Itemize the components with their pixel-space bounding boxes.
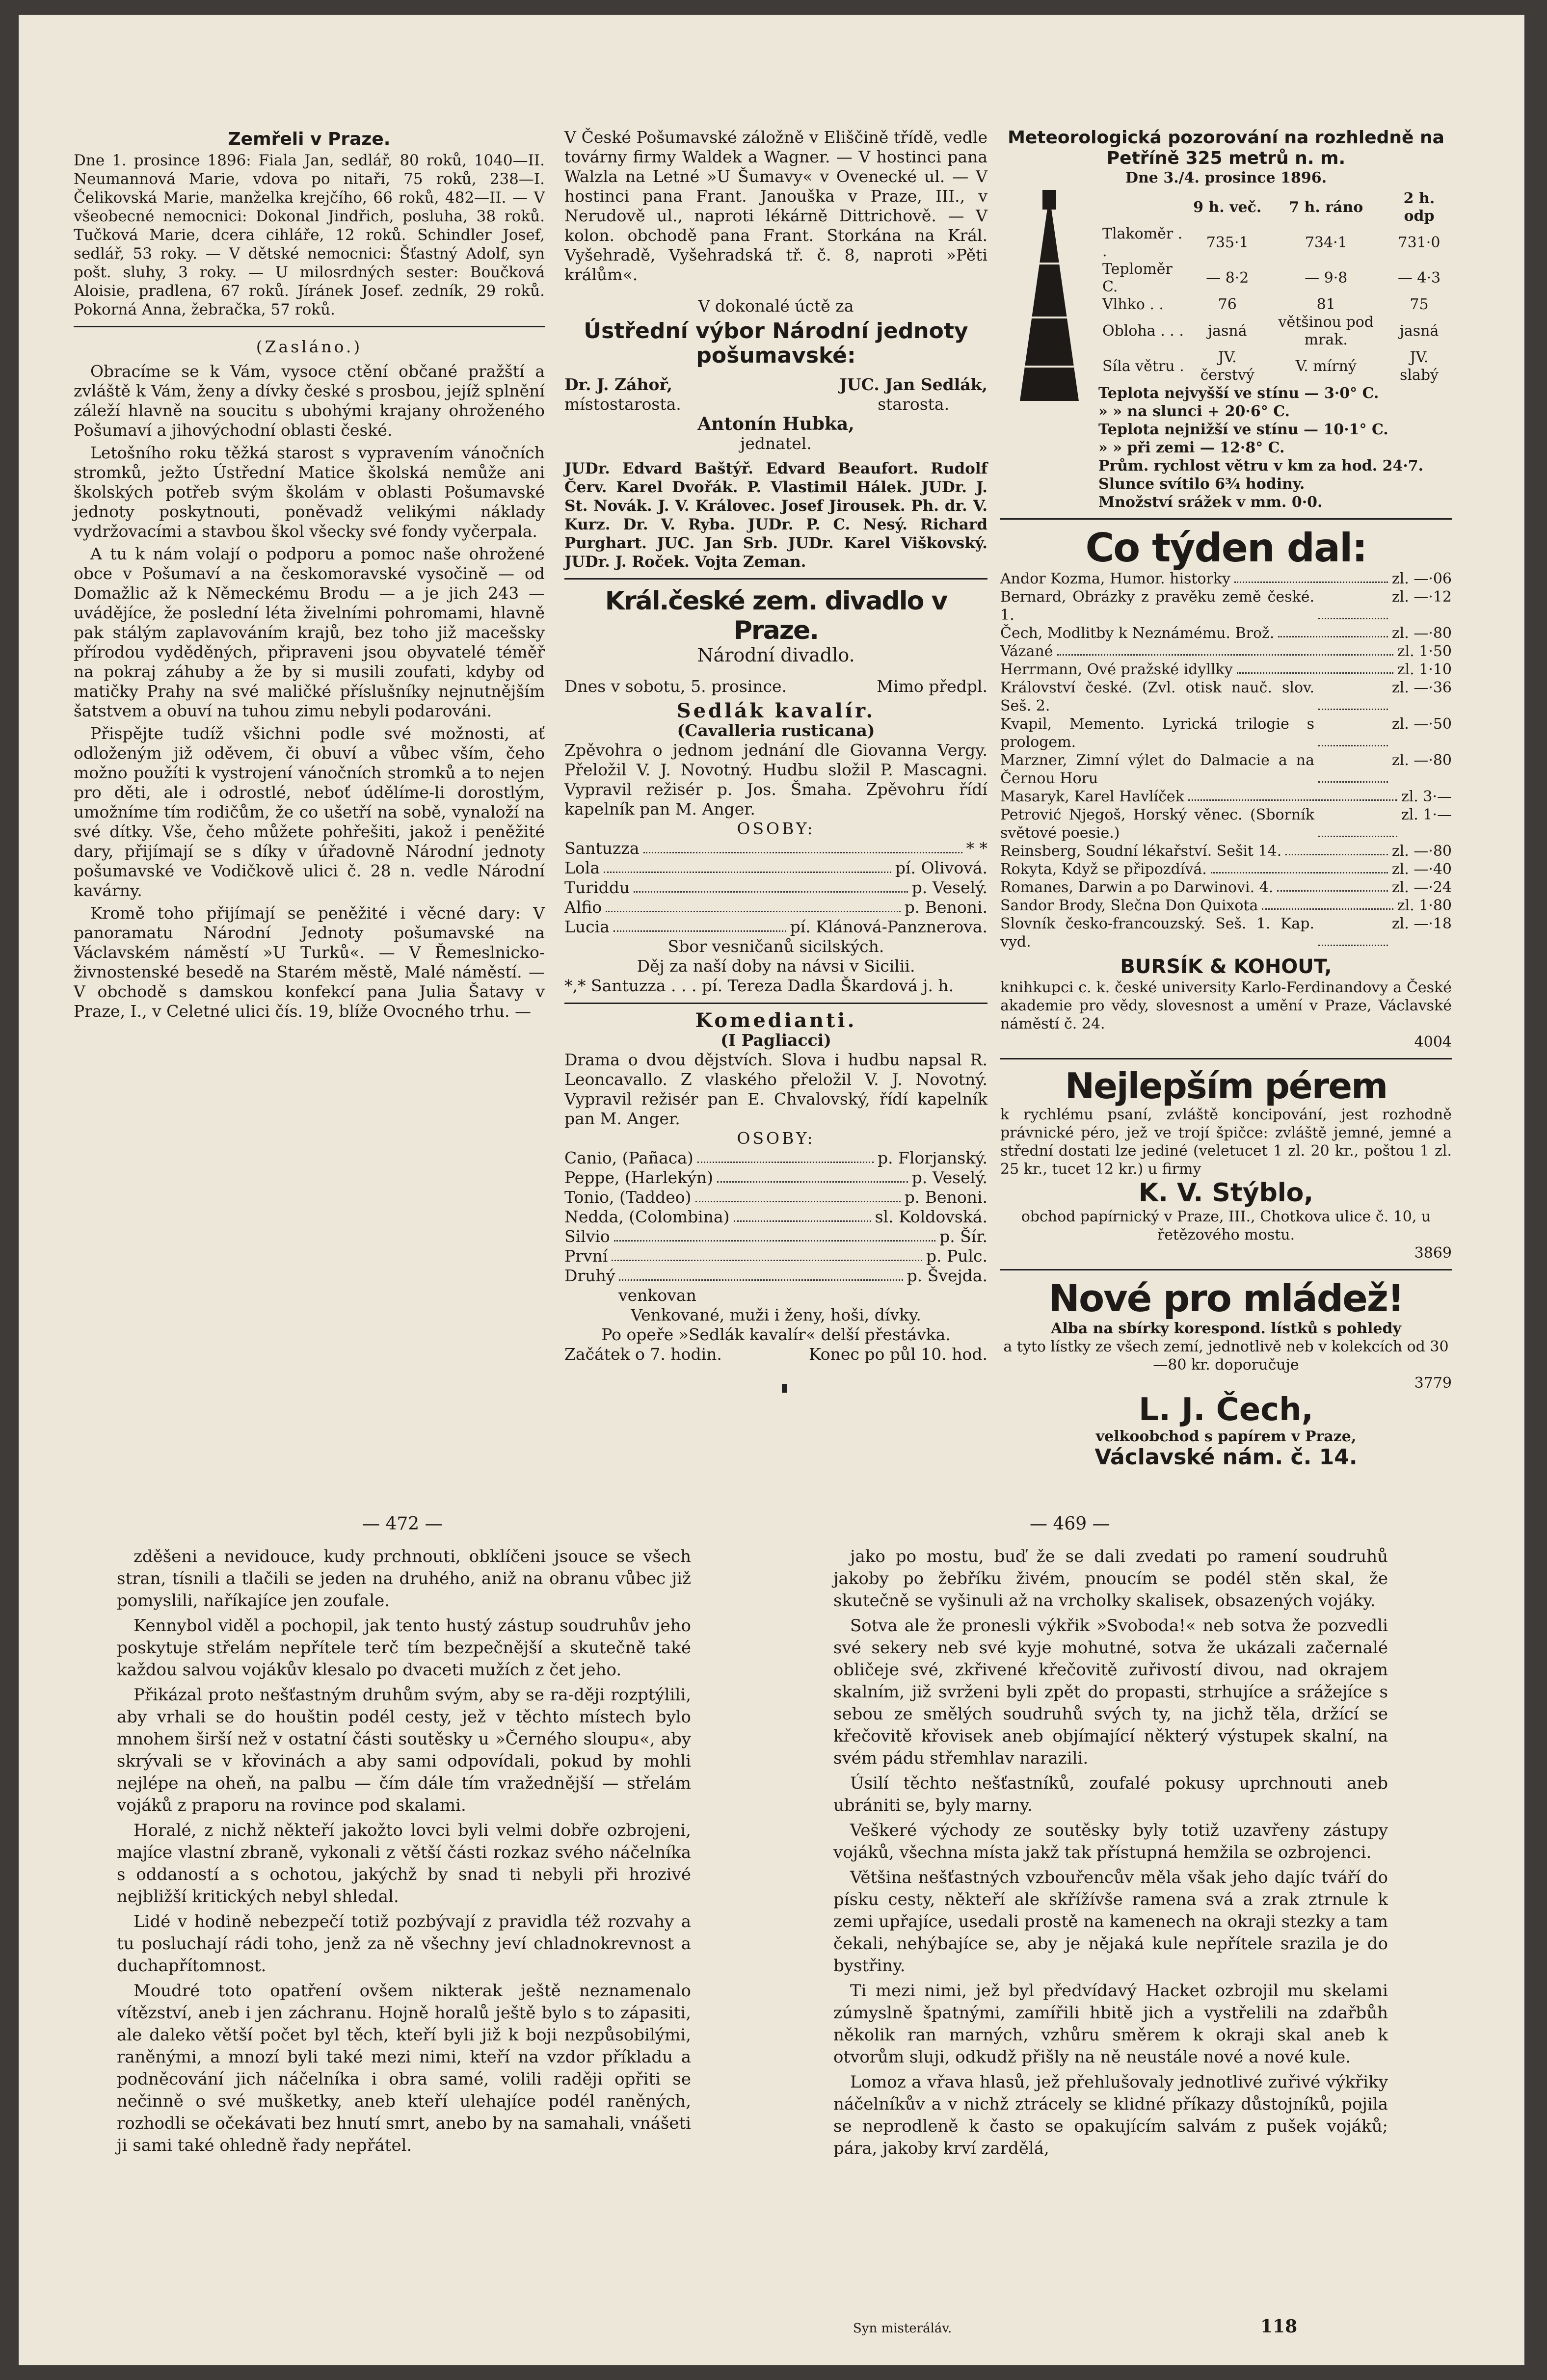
- signature-right: JUC. Jan Sedlák, starosta.: [839, 375, 987, 414]
- book-list: [1000, 570, 1452, 951]
- paragraph: jako po mostu, buď že se dali zvedati po ramení soudruhů jakoby po žebříku živém, pnoucím se podél stěn skal, že skutečně se vyšinuli až na vrcholky skalisek, obsazených vojáky.: [833, 1547, 1388, 1611]
- paragraph: Přikázal proto nešťastným druhům svým, aby se ra-ději rozptýlili, aby vrhali se do houštin podél cesty, jež v těchto místech bylo mnohem širší než v ostatní části soutěsky u »Černého sloupu«, aby skrývali se v křovinách a aby sami odpovídali, pokud by mohli nejlépe na oheň, na palbu — čím dále tím vražednější — střelám vojáků z praporu na rovince pod skalami.: [117, 1685, 691, 1815]
- deaths-heading: Zemřeli v Praze.: [228, 129, 391, 149]
- cast-row: Lola pí. Olivová.: [564, 858, 987, 877]
- play-description: Drama o dvou dějstvích. Slova i hudbu napsal R. Leoncavallo. Z vlaského přeložil V. J. Novotný. Vypravil režisér pan E. Chvalovský, řídí kapelník pan M. Anger.: [564, 1050, 987, 1128]
- paragraph: A tu k nám volají o podporu a pomoc naše ohrožené obce v Pošumaví a na českomoravské vysočině — od Domažlic až k Německému Brodu — a je jich 243 — uvádějíce, že poslední léta živelními pohromami, hlavně pak stálým zaplavováním krajů, bez toho již macešsky přírodou vyděděných, připraveni jsou obyvatelé téměř na pokraj záhuby a že by si musili zoufati, kdyby od matičky Prahy na své maličké příslušníky nejnutnějším šatstvem a obuví na tuhou zimu nebyli podarováni.: [74, 544, 545, 720]
- intermission-note: Po opeře »Sedlák kavalír« delší přestávka.: [601, 1325, 951, 1344]
- ad-number: 3779: [1414, 1375, 1452, 1392]
- meteo-extra: [1098, 384, 1452, 511]
- ink-mark: [782, 1384, 787, 1393]
- meteo-row: Vlhko . . 76 81 75: [1102, 296, 1429, 313]
- play-title: Komedianti.: [695, 1009, 857, 1032]
- book-row: Reinsberg, Soudní lékařství. Sešit 14. zl. —·80: [1000, 843, 1452, 860]
- meteo-note: » » na slunci + 20·6° C.: [1098, 403, 1290, 420]
- cech-address: Václavské nám. č. 14.: [1094, 1445, 1358, 1470]
- cast-heading: OSOBY:: [737, 819, 815, 838]
- meteo-note: » » při zemi — 12·8° C.: [1098, 439, 1285, 456]
- paragraph: Přispějte tudíž všichni podle své možnosti, ať odloženým již oděvem, či obuví a vůbec vším, čeho možno použíti k vystrojení vánočních stromků a to nejen pro děti, ale i odrostlé, neboť údělíme-li dorostlým, umožníme tím rodičům, že co ušetří na sobě, vynaloží na své dítky. Vše, čeho můžete pohřešiti, jakož i peněžité dary, přijímají se s díky v úřadovně Národní jednoty pošumavské ve Vodičkově ulici č. 28 n. vedle Národní kavárny.: [74, 724, 545, 900]
- divider: [1000, 1269, 1452, 1270]
- cast-list: [564, 1148, 987, 1286]
- performance-date: Dnes v sobotu, 5. prosince. Mimo předpl.: [564, 677, 987, 696]
- column-right: [1000, 128, 1452, 1469]
- meteo-note: Teplota nejvyšší ve stínu — 3·0° C.: [1098, 385, 1379, 402]
- paragraph: Moudré toto opatření ovšem nikterak ještě neznamenalo vítězství, aneb i jen záchranu. Hojně horalů ještě bylo s to zápasiti, ale daleko větší počet byl těch, kteří byli již k boji nezpůsobilými, raněnými, a mnozí byli také mezi nimi, kteří na vzdor příkladu a podněcování jich náčelníka i obra samé, volili raději opřiti se nečinně o své mušketky, aneb kteří ulehajíce podél raněných, rozhodli se očekávati bez hnutí smrt, anebo by na samahali, vnášeti ji sami také ohledně řady nepřátel.: [117, 1981, 691, 2155]
- play-subtitle: (Cavalleria rusticana): [677, 721, 875, 740]
- book-row: Petrović Njegoš, Horský věnec. (Sborník světové poesie.) zl. 1·—: [1000, 806, 1452, 842]
- cast-row: Peppe, (Harlekýn) p. Veselý.: [564, 1168, 987, 1187]
- theatre-title: Král.české zem. divadlo v Praze.: [605, 586, 947, 645]
- cast-row: Druhý p. Švejda.: [564, 1266, 987, 1285]
- book-row: Čech, Modlitby k Neznámému. Brož. zl. —·80: [1000, 625, 1452, 642]
- divider: [74, 326, 545, 327]
- meteo-date: Dne 3./4. prosince 1896.: [1125, 169, 1327, 186]
- theatre-subtitle: Národní divadlo.: [697, 644, 855, 666]
- book-row: Království české. (Zvl. otisk nauč. slov. Seš. 2. zl. —·36: [1000, 679, 1452, 714]
- meteo-block: [1000, 190, 1452, 511]
- styblo-title: K. V. Stýblo,: [1138, 1178, 1314, 1208]
- divider: [1000, 1058, 1452, 1059]
- lower-right-text: [833, 1546, 1388, 2163]
- bursik-title: BURSÍK & KOHOUT,: [1120, 955, 1332, 978]
- committee-members: JUDr. Edvard Baštýř. Edvard Beaufort. Rudolf Červ. Karel Dvořák. P. Vlastimil Hálek. JUDr. J. St. Novák. J. V. Královec. Josef Jirousek. Ph. dr. V. Kurz. Dr. V. Ryba. JUDr. P. C. Nesý. Richard Purghart. JUC. Jan Srb. JUDr. Karel Viškovský. JUDr. J. Roček. Vojta Zeman.: [564, 460, 987, 571]
- signature-left: Dr. J. Záhoř, místostarosta.: [564, 375, 681, 414]
- divider: [564, 578, 987, 580]
- cast-row: Santuzza * *: [564, 839, 987, 858]
- cech-text: velkoobchod s papírem v Praze,: [1095, 1428, 1357, 1445]
- paragraph: Ti mezi nimi, jež byl předvídavý Hacket ozbrojil mu skelami zúmyslně špatnými, zamířili hbitě jich a vystřelili na zdařbůh několik ran marných, vzhůru směrem k okraji skal aneb k otvorům sluji, odkudž přišly na ně neustále nové a nové kule.: [833, 1981, 1388, 2067]
- cast-row: Silvio p. Šír.: [564, 1227, 987, 1246]
- zaslano-heading: (Zasláno.): [256, 337, 363, 356]
- paragraph: Horalé, z nichž někteří jakožto lovci byli velmi dobře ozbrojeni, majíce vlastní zbraně, vykonali z větší části rozkaz svého náčelníka s oddaností a s ochotou, jakýchž by snad ti nebyli při hrozivé nejbližší kritických nebyl shledal.: [117, 1821, 691, 1906]
- cast-row: Lucia pí. Klánová-Panznerova.: [564, 917, 987, 936]
- meteo-note: Slunce svítilo 6¾ hodiny.: [1098, 476, 1305, 493]
- cast-list: [564, 839, 987, 937]
- cast-row: První p. Pulc.: [564, 1246, 987, 1266]
- nove-title: Nové pro mládež!: [1048, 1276, 1404, 1320]
- chorus: Sbor vesničanů sicilských.: [667, 937, 884, 956]
- cast-row: Nedda, (Colombina) sl. Koldovská.: [564, 1207, 987, 1226]
- column-middle: [564, 128, 987, 1364]
- alba-title: Alba na sbírky korespond. lístků s pohledy: [1051, 1320, 1401, 1337]
- meteo-note: Teplota nejnižší ve stínu — 10·1° C.: [1098, 421, 1388, 438]
- lower-left-text: [117, 1546, 691, 2160]
- cast-heading: OSOBY:: [737, 1129, 815, 1148]
- paragraph: Kromě toho přijímají se peněžité i věcné dary: V panoramatu Národní Jednoty pošumavské na Václavském náměstí »U Turků«. — V Řemeslnicko-živnostenské besedě na Starém městě, Malé náměstí. — V obchodě s damskou konfekcí pana Julia Šatavy v Praze, I., v Celetné ulici čís. 19, blíže Ovocného trhu. —: [74, 903, 545, 1021]
- deaths-list: Dne 1. prosince 1896: Fiala Jan, sedlář, 80 roků, 1040—II. Neumannová Marie, vdova po nitaři, 75 roků, 238—I. Čelikovská Marie, manželka krejčího, 66 roků, 482—II. — V všeobecné nemocnici: Dokonal Jindřich, posluha, 38 roků. Tučková Marie, dcera cihláře, 12 roků. Schindler Josef, sedlář, 53 roky. — V dětské nemocnici: Šťastný Adolf, syn pošt. sluhy, 3 roky. — U milosrdných sester: Boučková Aloisie, pradlena, 67 roků. Jíránek Josef. zedník, 29 roků. Pokorná Anna, žebračka, 57 roků.: [74, 152, 545, 318]
- cast-row: Tonio, (Taddeo) p. Benoni.: [564, 1188, 987, 1207]
- ad-number: 3869: [1414, 1244, 1452, 1262]
- setting: Děj za naší doby na návsi v Sicilii.: [637, 956, 915, 976]
- page-number-left: — 472 —: [362, 1514, 443, 1534]
- ad-number: 4004: [1414, 1033, 1452, 1051]
- meteo-row: Obloha . . . jasná většinou pod mrak. jasná: [1102, 314, 1439, 348]
- co-tyden-title: Co týden dal:: [1085, 525, 1367, 571]
- venkovan-note: venkovan: [618, 1286, 696, 1305]
- meteo-row: Teploměr C. — 8·2 — 9·8 — 4·3: [1102, 261, 1441, 295]
- footer-right: 118: [1260, 2316, 1298, 2337]
- book-row: Masaryk, Karel Havlíček zl. 3·—: [1000, 788, 1452, 805]
- signature-middle: Antonín Hubka, jednatel.: [697, 414, 854, 453]
- footer-left: Syn misteráláv.: [853, 2321, 952, 2336]
- meteo-row: Síla větru . JV. čerstvý V. mírný JV. slabý: [1102, 349, 1439, 384]
- nejlepsim-title: Nejlepším pérem: [1065, 1065, 1387, 1107]
- paragraph: Letošního roku těžká starost s vypravením vánočních stromků, ježto Ústřední Matice školská nemůže ani školských potřeb svým školám v oblasti Pošumavské jednoty poskytnouti, poněvadž velikými náklady vydržovacími a stavbou škol všecky své fondy vyčerpala.: [74, 443, 545, 541]
- cast-row: Turiddu p. Veselý.: [564, 878, 987, 897]
- guest-note: *,* Santuzza . . . pí. Tereza Dadla Škardová j. h.: [564, 976, 954, 995]
- petrin-tower-icon: [1000, 190, 1098, 406]
- bursik-text: knihkupci c. k. české university Karlo-Ferdinandovy a České akademie pro vědy, slovesnost a umění v Praze, Václavské náměstí č. 24.: [1000, 979, 1452, 1032]
- page-number-right: — 469 —: [1030, 1514, 1110, 1534]
- meteo-row: Tlakoměr . . 735·1 734·1 731·0: [1102, 225, 1440, 260]
- book-row: Vázané zl. 1·50: [1000, 643, 1452, 660]
- book-row: Sandor Brody, Slečna Don Quixota zl. 1·80: [1000, 897, 1452, 914]
- book-row: Andor Kozma, Humor. historky zl. —·06: [1000, 570, 1452, 587]
- play-title: Sedlák kavalír.: [676, 699, 876, 722]
- paragraph: Kennybol viděl a pochopil, jak tento hustý zástup soudruhův jeho poskytuje střelám nepřítele terč tím bezpečnější a skutečně také každou salvou vojákův klesalo po dvaceti mužích z čet jeho.: [117, 1616, 691, 1680]
- times: Začátek o 7. hodin. Konec po půl 10. hod.: [564, 1345, 987, 1364]
- committee-title: Ústřední výbor Národní jednoty pošumavské:: [584, 318, 968, 368]
- meteo-title: Meteorologická pozorování na rozhledně na Petříně 325 metrů n. m.: [1008, 128, 1444, 168]
- respect-line: V dokonalé úctě za: [698, 296, 854, 316]
- book-row: Slovník česko-francouzský. Seš. 1. Kap. vyd. zl. —·18: [1000, 915, 1452, 951]
- column-left: [74, 128, 545, 1024]
- book-row: Romanes, Darwin a po Darwinovi. 4. zl. —·24: [1000, 879, 1452, 896]
- book-row: Kvapil, Memento. Lyrická trilogie s prologem. zl. —·50: [1000, 715, 1452, 751]
- chorus: Venkované, muži i ženy, hoši, dívky.: [631, 1305, 921, 1324]
- book-row: Herrmann, Ové pražské idyllky zl. 1·10: [1000, 661, 1452, 678]
- signatures: [564, 375, 987, 414]
- cast-row: Canio, (Pañaca) p. Florjanský.: [564, 1148, 987, 1167]
- paragraph: Sotva ale že pronesli výkřik »Svoboda!« neb sotva že pozvedli své sekery neb své kyje mohutné, sotva že ukázali začernalé obličeje své, zkřivené křečovitě zuřivostí divou, nad okrajem skalním, již svrženi byli zpět do propasti, strhujíce a srážejíce s sebou ze smělých soudruhů svých ty, na jichž těla, držící se křečovitě křovisek aneb objímající některý výstupek skalní, na svém pádu střemhlav narazili.: [833, 1616, 1388, 1768]
- paragraph: Veškeré východy ze soutěsky byly totiž uzavřeny zástupy vojáků, všechna místa jakž tak přístupná hemžila se ozbrojenci.: [833, 1821, 1388, 1862]
- newspaper-page: [19, 15, 1524, 2365]
- book-row: Bernard, Obrázky z pravěku země české. 1. zl. —·12: [1000, 588, 1452, 624]
- paragraph: zděšeni a nevidouce, kudy prchnouti, obklíčeni jsouce se všech stran, tísnili a tlačili se jeden na druhého, aniž na obranu vůbec již pomyslili, naříkajíce jen zoufale.: [117, 1547, 691, 1611]
- alba-text: a tyto lístky ze všech zemí, jednotlivě neb v kolekcích od 30—80 kr. doporučuje: [1003, 1338, 1449, 1374]
- paragraph: Většina nešťastných vzbouřencův měla však jeho dajíc tváří do písku cesty, někteří ale skřížívše ramena svá a zrak ztrnule k zemi upřajíce, usedali prostě na kamenech na okraji stezky a tam čekali, nehýbajíce se, aby je nějaká kule nepřítele srazila je do bystřiny.: [833, 1868, 1388, 1976]
- paragraph: Úsilí těchto nešťastníků, zoufalé pokusy uprchnouti aneb ubrániti se, byly marny.: [833, 1773, 1388, 1815]
- pero-text: k rychlému psaní, zvláště koncipování, jest rozhodně právnické péro, jež ve trojí špičce: zvláště jemné, jemné a střední dostati lze jediné (veletucet 1 zl. 20 kr., poštou 1 zl. 25 kr., tucet 12 kr.) u firmy: [1000, 1106, 1452, 1178]
- collection-points: V České Pošumavské záložně v Eliščině třídě, vedle továrny firmy Waldek a Wagner. — V hostinci pana Walzla na Letné »U Šumavy« v Ovenecké ul. — V hostinci pana Frant. Janouška v Praze, III., v Nerudově ul., naproti lékárně Dittrichově. — V kolon. obchodě pana Frant. Storkána na Král. Vyšehradě, Vyšehradská tř. č. 8, naproti »Pěti králům«.: [564, 128, 987, 284]
- cech-title: L. J. Čech,: [1139, 1392, 1313, 1428]
- divider: [564, 1003, 987, 1004]
- cast-row: Alfio p. Benoni.: [564, 898, 987, 917]
- book-row: Rokyta, Když se připozdívá. zl. —·40: [1000, 861, 1452, 878]
- paragraph: Obracíme se k Vám, vysoce ctění občané pražští a zvláště k Vám, ženy a dívky české s prosbou, jejíž splnění záleží hlavně na soucitu s ubohými krajany ohroženého Pošumaví a jihovýchodní oblasti české.: [74, 362, 545, 440]
- book-row: Marzner, Zimní výlet do Dalmacie a na Černou Horu zl. —·80: [1000, 752, 1452, 787]
- styblo-text: obchod papírnický v Praze, III., Chotkova ulice č. 10, u řetězového mostu.: [1021, 1208, 1431, 1243]
- divider: [1000, 518, 1452, 520]
- play-description: Zpěvohra o jednom jednání dle Giovanna Vergy. Přeložil V. J. Novotný. Hudbu složil P. Mascagni. Vypravil režisér p. Jos. Šmaha. Zpěvohru řídí kapelník pan M. Anger.: [564, 740, 987, 819]
- paragraph: Lomoz a vřava hlasů, jež přehlušovaly jednotlivé zuřivé výkřiky náčelníkův a v nichž ztrácely se klidné příkazy důstojníků, pojila se neprodleně k často se opakujícím salvám z pušek vojáků; pára, jakoby krví zardělá,: [833, 2072, 1388, 2158]
- meteo-table: 9 h. več. 7 h. ráno 2 h. odp Tlakoměr . . 735·1 734·1 731·0 Teploměr C. — 8·2 — 9·8 — 4·3 Vlhko . . 76 81 75 Obloha . . . jasná většinou pod mrak. jasná Síla větru . JV. čerstvý V. mírný JV. slabý: [1098, 190, 1452, 384]
- paragraph: Lidé v hodině nebezpečí totiž pozbývají z pravidla též rozvahy a tu posluchají rádi toho, jenž za ně všechny jeví chladnokrevnost a duchapřítomnost.: [117, 1912, 691, 1976]
- meteo-note: Množství srážek v mm. 0·0.: [1098, 494, 1323, 511]
- play-subtitle: (I Pagliacci): [720, 1031, 831, 1050]
- meteo-note: Prům. rychlost větru v km za hod. 24·7.: [1098, 457, 1424, 475]
